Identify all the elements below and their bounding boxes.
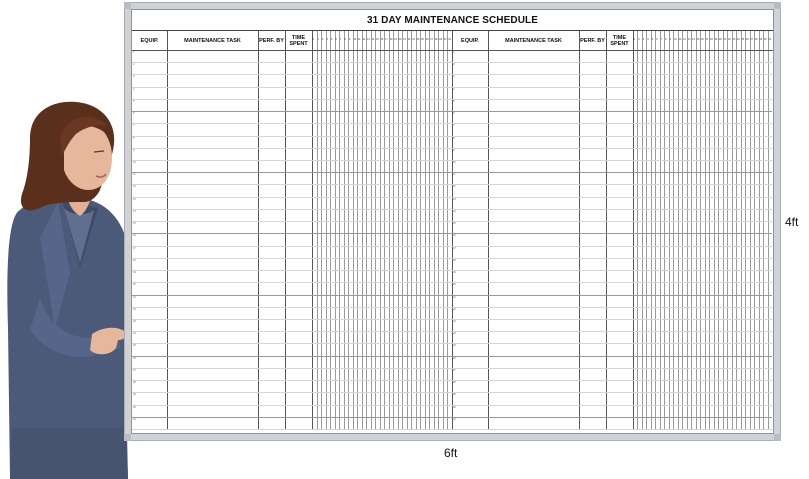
day-column-line [371,31,372,429]
column-divider [285,31,286,429]
day-number: 2 [638,38,640,41]
day-column-line [353,31,357,429]
header-divider [132,50,773,51]
day-column-line [402,31,403,429]
column-header-time-spent: TIME SPENT [610,34,629,47]
presenter-woman [0,98,140,479]
day-column-line [434,31,435,429]
row-number: 15 [453,222,456,226]
row-line [132,356,452,357]
row-number: 20 [133,283,136,287]
row-number: 20 [453,283,456,287]
day-number: 24 [416,38,420,41]
column-header-time-spent: TIME SPENT [289,34,308,47]
row-number: 15 [133,222,136,226]
day-number: 16 [380,38,384,41]
day-column-line [407,31,408,429]
row-number: 21 [133,295,136,299]
row-line [132,160,452,161]
row-number: 30 [133,405,136,409]
day-number: 28 [434,38,438,41]
day-column-line [398,31,399,429]
day-number: 1 [312,38,315,41]
day-number: 16 [701,38,704,41]
day-number: 13 [687,38,691,41]
row-line [452,74,772,75]
day-number: 13 [366,38,370,41]
day-number: 7 [339,38,342,41]
day-column-line [660,31,661,429]
day-column-line [682,31,683,429]
row-line [132,258,452,259]
row-number: 21 [453,295,456,299]
day-number: 26 [425,38,429,41]
row-line [132,197,452,198]
frame-corner [124,434,131,441]
column-header-equip: EQUIP. [461,37,479,44]
day-number: 15 [376,38,379,41]
row-line [132,221,452,222]
day-number: 24 [736,38,740,41]
day-number: 8 [344,38,346,41]
row-line [132,307,452,308]
row-line [452,392,772,393]
day-column-line [718,31,719,429]
row-number: 11 [133,173,136,177]
row-line [132,123,452,124]
row-number: 9 [453,148,455,152]
day-column-line [754,31,755,429]
day-column-line [339,31,340,429]
day-column-line [736,31,737,429]
row-line [132,136,452,137]
height-dimension-label: 4ft [785,215,799,229]
day-column-line [727,31,728,429]
row-number: 9 [133,148,135,152]
day-column-line [669,31,670,429]
row-line [452,111,772,112]
row-number: 31 [133,417,136,421]
day-column-line [759,31,763,429]
row-line [452,368,772,369]
width-dimension-label: 6ft [444,446,458,460]
frame-corner [774,434,781,441]
row-line [452,160,772,161]
row-line [132,209,452,210]
row-line [452,319,772,320]
day-number: 18 [389,38,393,41]
row-line [132,233,452,234]
day-number: 31 [448,38,452,41]
frame-corner [124,2,131,9]
row-number: 10 [453,161,456,165]
row-number: 23 [453,319,456,323]
day-column-line [763,31,764,429]
row-number: 5 [453,99,455,103]
row-number: 22 [453,307,456,311]
day-column-line [384,31,385,429]
frame-corner [774,2,781,9]
row-line [452,405,772,406]
row-line [452,148,772,149]
column-divider [633,31,634,429]
day-column-line [321,31,322,429]
day-column-line [750,31,754,429]
day-number: 10 [674,38,677,41]
day-column-line [425,31,426,429]
row-line [452,307,772,308]
day-column-line [362,31,366,429]
day-number: 29 [439,38,443,41]
row-number: 19 [453,271,456,275]
row-number: 16 [133,234,136,238]
day-column-line [709,31,710,429]
row-number: 31 [453,417,456,421]
row-number: 17 [453,246,456,250]
row-number: 24 [133,332,136,336]
row-line [452,295,772,296]
day-column-line [691,31,692,429]
day-number: 17 [705,38,709,41]
day-number: 3 [642,38,645,41]
row-number: 6 [453,112,455,116]
row-line [132,429,452,430]
column-header-task: MAINTENANCE TASK [505,37,562,44]
column-header-perf-by: PERF. BY [259,37,284,44]
day-number: 14 [692,38,695,41]
day-column-line [696,31,697,429]
day-number: 3 [321,38,324,41]
day-number: 4 [647,38,649,41]
row-line [132,87,452,88]
row-number: 23 [133,319,136,323]
column-divider [167,31,168,429]
row-line [452,197,772,198]
row-line [452,184,772,185]
day-number: 19 [714,38,718,41]
row-line [452,123,772,124]
day-number: 6 [656,38,658,41]
day-number: 19 [394,38,397,41]
row-line [132,331,452,332]
day-number: 28 [754,38,758,41]
row-number: 4 [133,87,135,91]
row-number: 29 [133,393,136,397]
row-number: 6 [133,112,135,116]
column-header-task: MAINTENANCE TASK [184,37,241,44]
row-number: 16 [453,234,456,238]
day-number: 25 [421,38,424,41]
day-number: 5 [651,38,654,41]
day-column-line [714,31,715,429]
day-number: 27 [750,38,754,41]
row-number: 7 [453,124,455,128]
row-number: 11 [453,173,456,177]
day-number: 14 [371,38,375,41]
row-line [452,417,772,418]
row-line [132,74,452,75]
day-column-line [330,31,331,429]
day-number: 20 [398,38,402,41]
day-number: 17 [385,38,388,41]
row-line [452,270,772,271]
row-line [452,99,772,100]
day-column-line [438,31,439,429]
row-line [132,405,452,406]
day-number: 21 [403,38,406,41]
column-divider [488,31,489,429]
day-number: 22 [407,38,411,41]
row-number: 2 [453,63,455,67]
day-number: 22 [727,38,731,41]
row-line [132,62,452,63]
row-line [452,343,772,344]
row-line [132,270,452,271]
row-number: 27 [453,368,456,372]
column-divider [606,31,607,429]
row-line [132,246,452,247]
day-column-line [335,31,336,429]
day-column-line [642,31,643,429]
day-column-line [637,31,638,429]
day-number: 9 [348,38,351,41]
day-number: 30 [443,38,447,41]
day-column-line [664,31,665,429]
row-number: 13 [453,197,456,201]
row-number: 25 [133,344,136,348]
row-number: 2 [133,63,135,67]
day-number: 27 [430,38,433,41]
day-number: 1 [633,38,636,41]
row-line [132,343,452,344]
day-column-line [768,31,772,429]
row-line [452,87,772,88]
whiteboard-frame [124,2,781,441]
day-column-line [416,31,417,429]
day-number: 30 [763,38,767,41]
day-number: 15 [696,38,700,41]
day-column-line [678,31,679,429]
day-number: 7 [660,38,663,41]
board-title: 31 DAY MAINTENANCE SCHEDULE [366,15,539,26]
row-line [452,356,772,357]
day-column-line [366,31,367,429]
day-column-line [651,31,652,429]
day-number: 23 [412,38,415,41]
row-number: 4 [453,87,455,91]
row-number: 30 [453,405,456,409]
row-number: 13 [133,197,136,201]
row-line [452,380,772,381]
row-line [452,258,772,259]
row-line [132,368,452,369]
row-number: 17 [133,246,136,250]
day-column-line [705,31,706,429]
day-number: 12 [362,38,366,41]
day-number: 31 [768,38,772,41]
column-header-perf-by: PERF. BY [580,37,605,44]
day-number: 9 [669,38,672,41]
row-number: 24 [453,332,456,336]
day-column-line [741,31,745,429]
row-number: 1 [133,51,135,54]
row-number: 28 [453,381,456,385]
row-line [452,429,772,430]
row-number: 26 [453,356,456,360]
day-number: 25 [741,38,745,41]
row-line [452,331,772,332]
row-number: 1 [453,51,455,54]
day-column-line [745,31,746,429]
day-column-line [411,31,412,429]
row-line [132,380,452,381]
day-number: 10 [353,38,357,41]
row-number: 8 [453,136,455,140]
day-number: 26 [745,38,749,41]
row-number: 22 [133,307,136,311]
row-line [132,417,452,418]
day-number: 11 [357,38,361,41]
day-column-line [447,31,448,429]
day-column-line [646,31,647,429]
row-line [452,233,772,234]
row-number: 5 [133,99,135,103]
day-column-line [655,31,656,429]
day-column-line [357,31,358,429]
row-line [452,172,772,173]
schedule-half-right [452,31,772,429]
row-number: 28 [133,381,136,385]
day-column-line [393,31,394,429]
day-number: 2 [317,38,319,41]
day-column-line [348,31,349,429]
row-number: 14 [453,209,456,213]
row-line [132,392,452,393]
row-line [452,209,772,210]
day-column-line [420,31,421,429]
day-column-line [443,31,444,429]
day-column-line [723,31,727,429]
row-number: 10 [133,161,136,165]
day-number: 29 [759,38,763,41]
row-number: 14 [133,209,136,213]
row-number: 7 [133,124,135,128]
day-column-line [673,31,674,429]
row-number: 3 [453,75,455,79]
column-divider [312,31,313,429]
column-divider [258,31,259,429]
row-line [132,99,452,100]
column-header-equip: EQUIP. [140,37,159,44]
day-number: 21 [723,38,727,41]
row-number: 29 [453,393,456,397]
day-number: 12 [683,38,686,41]
day-number: 6 [335,38,337,41]
schedule-table [132,30,773,429]
day-number: 23 [732,38,736,41]
day-column-line [687,31,688,429]
row-line [452,136,772,137]
row-line [132,172,452,173]
day-column-line [326,31,327,429]
row-number: 26 [133,356,136,360]
day-column-line [429,31,430,429]
day-number: 20 [718,38,722,41]
schedule-half-left [132,31,455,429]
row-line [452,282,772,283]
row-line [132,295,452,296]
schedule-board [131,9,774,434]
day-column-line [732,31,736,429]
day-column-line [344,31,345,429]
row-line [452,221,772,222]
row-number: 19 [133,271,136,275]
day-column-line [375,31,376,429]
row-line [132,184,452,185]
row-line [132,148,452,149]
row-number: 12 [453,185,456,189]
day-column-line [389,31,390,429]
row-number: 3 [133,75,135,79]
day-number: 4 [326,38,328,41]
row-number: 27 [133,368,136,372]
day-column-line [700,31,701,429]
row-line [132,319,452,320]
row-number: 18 [453,258,456,262]
row-number: 12 [133,185,136,189]
row-number: 8 [133,136,135,140]
day-number: 11 [678,38,682,41]
row-line [452,62,772,63]
row-line [132,111,452,112]
row-line [452,246,772,247]
row-line [132,282,452,283]
column-divider [579,31,580,429]
day-number: 8 [665,38,667,41]
row-number: 25 [453,344,456,348]
day-number: 5 [330,38,333,41]
day-column-line [380,31,381,429]
day-number: 18 [710,38,713,41]
day-column-line [317,31,318,429]
row-number: 18 [133,258,136,262]
